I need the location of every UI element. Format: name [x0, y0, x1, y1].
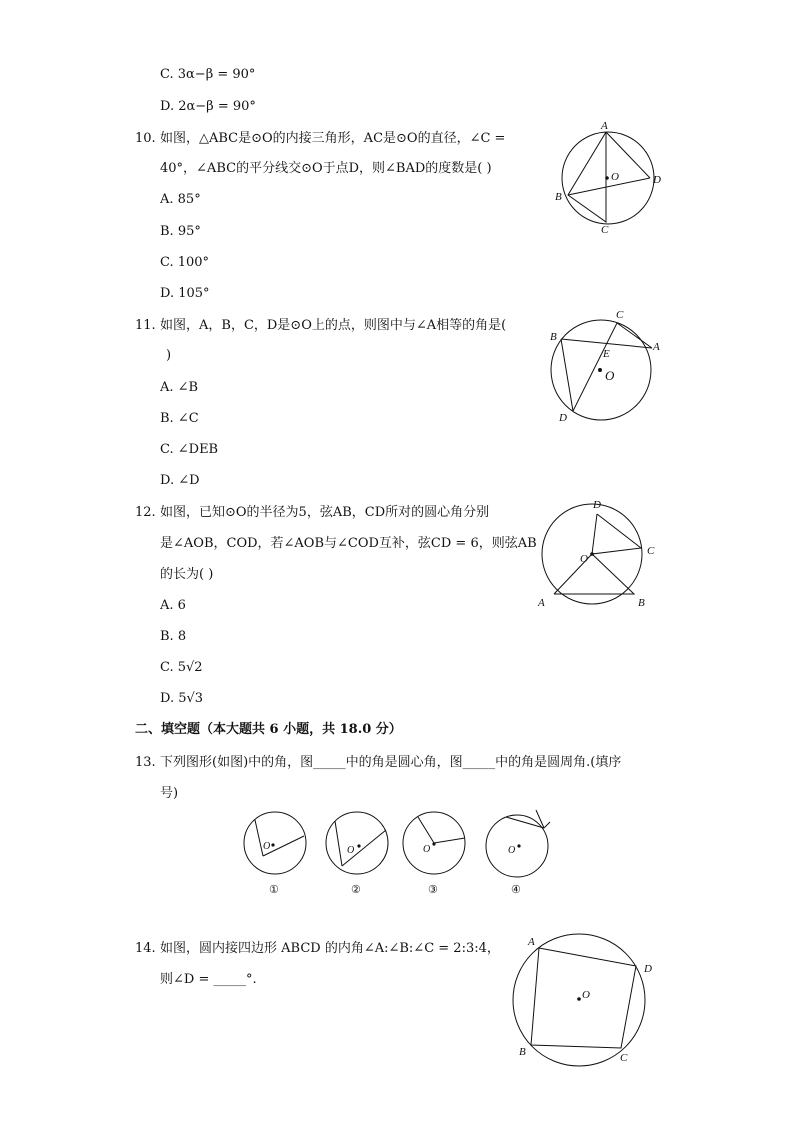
q11-label-a: A [653, 341, 660, 353]
q10-label-b: B [555, 191, 562, 203]
q10-stem-line1: 如图，△ABC是⊙O的内接三角形，AC是⊙O的直径，∠C = [160, 131, 506, 146]
q12-option-b: B. 8 [160, 629, 187, 644]
q14-figure [508, 928, 663, 1073]
q10-figure [550, 118, 670, 238]
q12-label-c: C [647, 545, 655, 557]
q11-label-b: B [550, 331, 557, 343]
q11-label-o: O [605, 368, 615, 383]
q10-option-a: A. 85° [160, 192, 201, 207]
q12-option-d: D. 5√3 [160, 691, 204, 706]
q11-figure [540, 305, 670, 430]
q9-option-d: D. 2α−β = 90° [160, 99, 256, 114]
q13-caption-3: ③ [428, 884, 438, 896]
q13-number: 13. [135, 755, 156, 770]
q14-number: 14. [135, 941, 156, 956]
q13-fig4-o: O [508, 845, 516, 856]
q14-label-b: B [519, 1046, 526, 1058]
q10-label-c: C [601, 224, 609, 236]
q10-stem-line2: 40°，∠ABC的平分线交⊙O于点D，则∠BAD的度数是( ) [160, 161, 492, 176]
q12-stem-line2: 是∠AOB，COD，若∠AOB与∠COD互补，弦CD = 6，则弦AB [160, 536, 537, 551]
q13-caption-4: ④ [511, 884, 521, 896]
q14-stem-line1: 如图，圆内接四边形 ABCD 的内角∠A:∠B:∠C = 2:3:4， [160, 941, 500, 956]
section-heading: 二、填空题（本大题共 6 小题，共 18.0 分） [135, 722, 402, 737]
q12-option-a: A. 6 [160, 598, 186, 613]
q13-fig1-o: O [263, 841, 271, 852]
q11-option-c: C. ∠DEB [160, 442, 219, 457]
q12-stem-line3: 的长为( ) [160, 567, 214, 582]
q9-option-c: C. 3α−β = 90° [160, 67, 256, 82]
q11-stem-line1: 如图，A，B，C，D是⊙O上的点，则图中与∠A相等的角是( [160, 318, 507, 333]
q14-label-c: C [620, 1052, 628, 1064]
q14-label-o: O [582, 989, 590, 1001]
q13-figures [238, 808, 558, 900]
q12-label-b: B [638, 597, 645, 609]
q11-option-a: A. ∠B [160, 380, 199, 395]
q13-caption-2: ② [351, 884, 361, 896]
q13-stem-line2: 号) [160, 786, 179, 801]
q14-label-d: D [644, 963, 652, 975]
q11-option-d: D. ∠D [160, 473, 200, 488]
q13-fig2-o: O [347, 845, 355, 856]
q12-stem-line1: 如图，已知⊙O的半径为5，弦AB，CD所对的圆心角分别 [160, 505, 490, 520]
q14-label-a: A [528, 936, 535, 948]
q11-label-d: D [559, 412, 567, 424]
q12-number: 12. [135, 505, 156, 520]
q12-label-d: D [593, 499, 601, 511]
q12-label-o: O [580, 553, 588, 565]
q10-option-d: D. 105° [160, 286, 210, 301]
q12-label-a: A [538, 597, 545, 609]
q14-stem-line2: 则∠D = _____°. [160, 972, 257, 987]
q11-stem-line2: ) [166, 348, 172, 363]
q11-label-e: E [603, 348, 610, 360]
q13-caption-1: ① [269, 884, 279, 896]
q10-label-a: A [601, 120, 608, 132]
q13-fig3-o: O [423, 844, 431, 855]
q13-stem-line1: 下列图形(如图)中的角，图_____中的角是圆心角，图_____中的角是圆周角.(填序 [160, 755, 622, 770]
q11-option-b: B. ∠C [160, 411, 199, 426]
q10-number: 10. [135, 131, 156, 146]
q10-label-o: O [611, 171, 619, 183]
q10-label-d: D [653, 174, 661, 186]
q11-number: 11. [135, 318, 156, 333]
q12-figure [530, 492, 665, 617]
q10-option-c: C. 100° [160, 255, 210, 270]
q12-option-c: C. 5√2 [160, 660, 203, 675]
q11-label-c: C [616, 309, 624, 321]
q10-option-b: B. 95° [160, 224, 201, 239]
